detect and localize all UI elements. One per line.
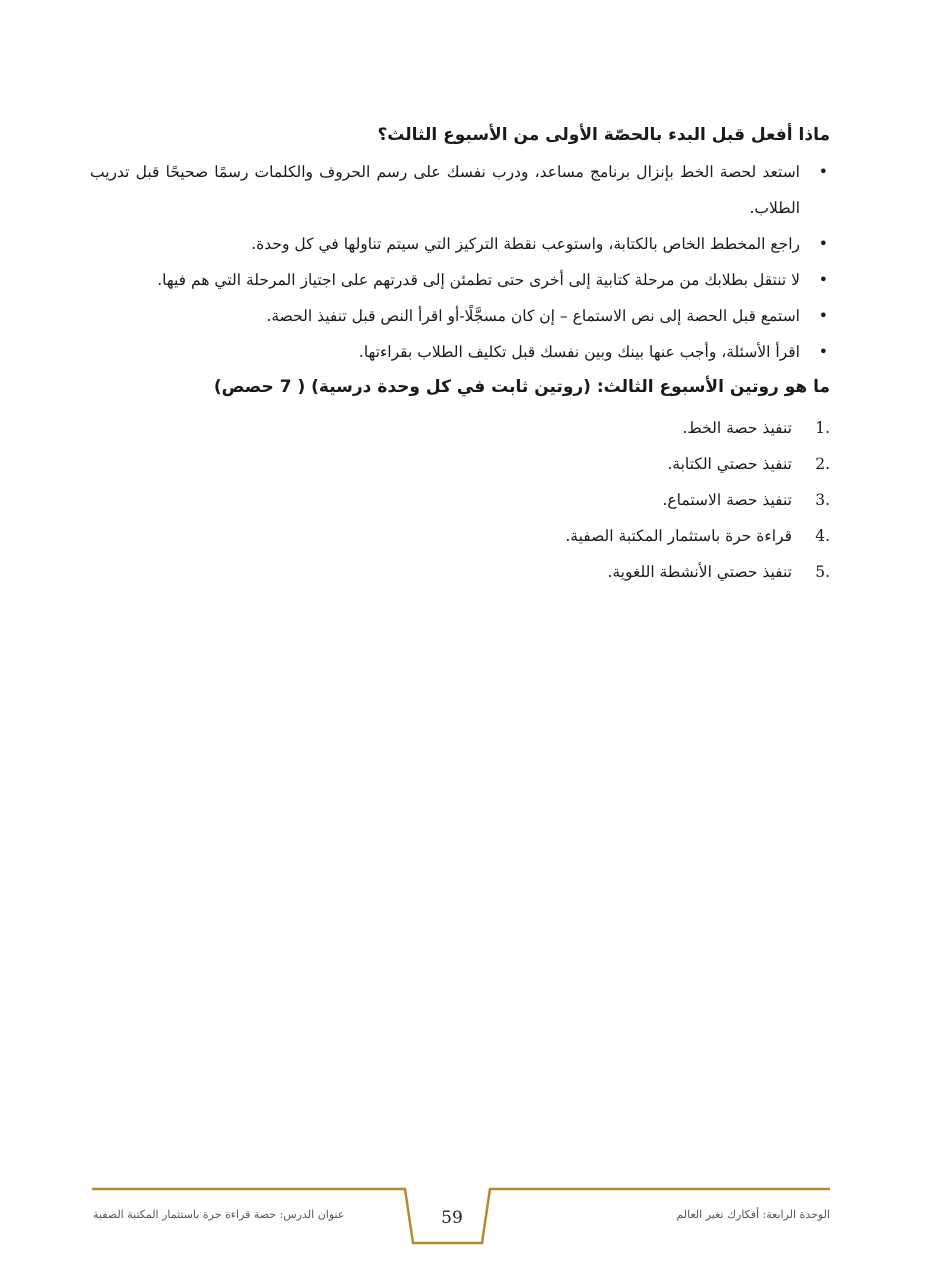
item-text: تنفيذ حصتي الكتابة. xyxy=(667,455,792,473)
page-footer xyxy=(0,1180,945,1260)
list-item xyxy=(90,482,830,518)
list-item xyxy=(90,446,830,482)
list-item: • لا تنتقل بطلابك من مرحلة كتابية إلى أخرى حتى تطمئن إلى قدرتهم على اجتياز المرحلة التي هم فيها. xyxy=(90,262,830,298)
footer-unit-title: الوحدة الرابعة: أفكارك تغير العالم xyxy=(676,1208,830,1221)
item-number: 2. xyxy=(815,455,830,473)
preparation-list xyxy=(90,154,830,370)
item-text: تنفيذ حصتي الأنشطة اللغوية. xyxy=(607,563,792,581)
section-heading-before-lesson: ماذا أفعل قبل البدء بالحصّة الأولى من الأسبوع الثالث؟ xyxy=(377,125,830,145)
footer-lesson-title: عنوان الدرس: حصة قراءة حرة باستثمار المكتبة الصفية xyxy=(93,1208,345,1221)
list-item: • راجع المخطط الخاص بالكتابة، واستوعب نقطة التركيز التي سيتم تناولها في كل وحدة. xyxy=(90,226,830,262)
item-number: 3. xyxy=(815,491,830,509)
item-number: 4. xyxy=(815,527,830,545)
list-item xyxy=(90,554,830,590)
routine-list xyxy=(90,410,830,590)
item-number: 1. xyxy=(815,419,830,437)
item-text: تنفيذ حصة الاستماع. xyxy=(662,491,792,509)
item-number: 5. xyxy=(815,563,830,581)
section-heading-routine: ما هو روتين الأسبوع الثالث: (روتين ثابت في كل وحدة درسية) ( 7 حصص) xyxy=(213,377,830,397)
list-item: • استعد لحصة الخط بإنزال برنامج مساعد، ودرب نفسك على رسم الحروف والكلمات رسمًا صحيحًا قبل تدريب الطلاب. xyxy=(90,154,830,226)
page-number: 59 xyxy=(441,1208,463,1228)
item-text: قراءة حرة باستثمار المكتبة الصفية. xyxy=(565,527,792,545)
list-item: • استمع قبل الحصة إلى نص الاستماع – إن كان مسجَّلًا-أو اقرأ النص قبل تنفيذ الحصة. xyxy=(90,298,830,334)
list-item xyxy=(90,518,830,554)
list-item: • اقرأ الأسئلة، وأجب عنها بينك وبين نفسك قبل تكليف الطلاب بقراءتها. xyxy=(90,334,830,370)
list-item xyxy=(90,410,830,446)
page-content xyxy=(90,118,830,590)
item-text: تنفيذ حصة الخط. xyxy=(682,419,792,437)
